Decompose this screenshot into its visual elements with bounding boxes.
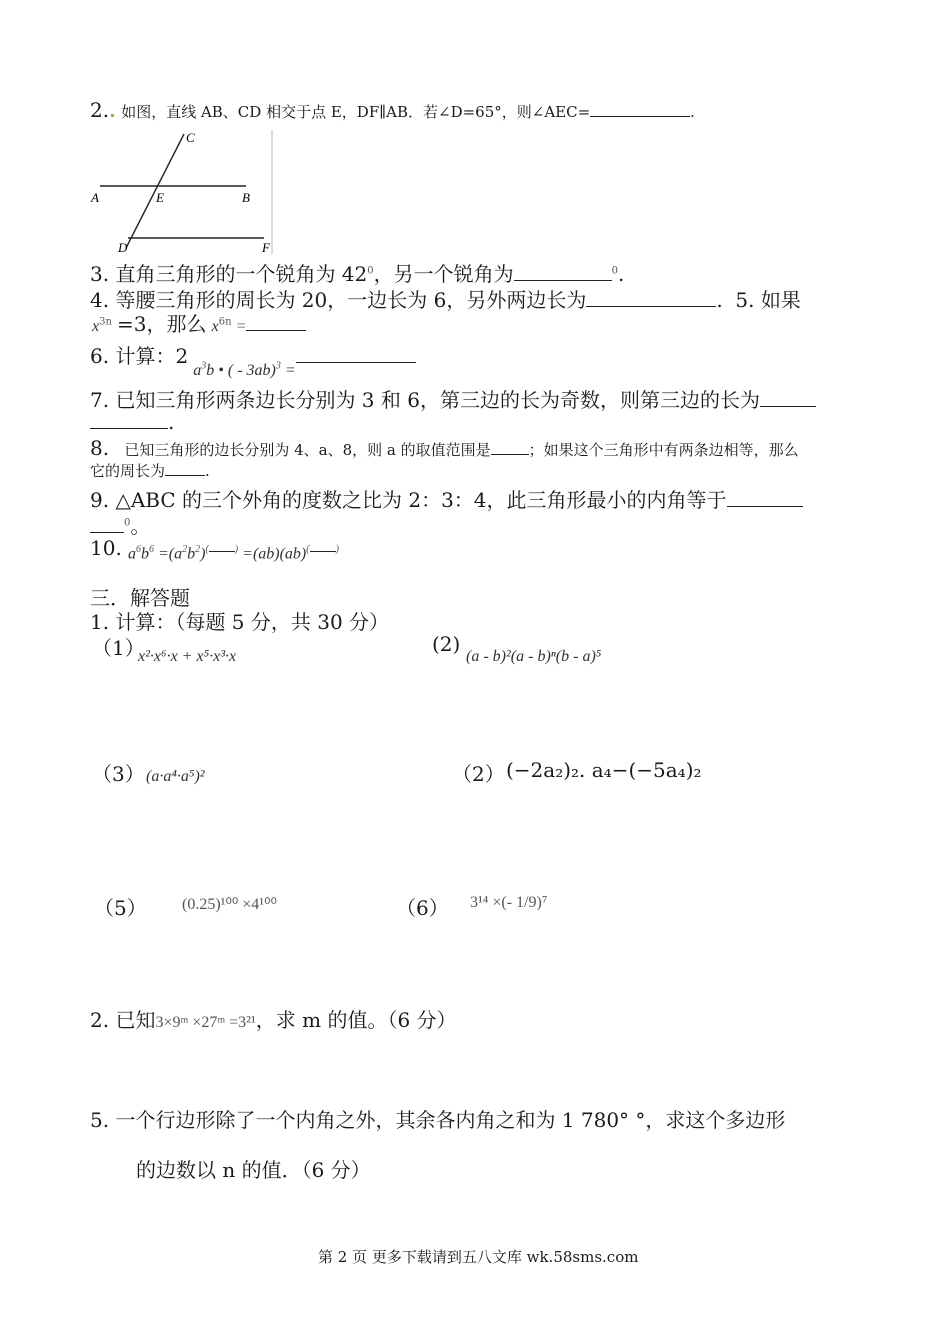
answer-blank[interactable] <box>296 336 416 363</box>
label-c: C <box>186 130 195 145</box>
answer-blank[interactable] <box>246 318 306 331</box>
question-9: 9. △ABC 的三个外角的度数之比为 2：3：4，此三角形最小的内角等于 <box>90 484 803 513</box>
question-3: 3. 直角三角形的一个锐角为 $42^0$，另一个锐角为 $^0$. <box>90 262 625 286</box>
problem-6-expr: 3¹⁴ ×(- 1/9)⁷ <box>470 894 548 911</box>
problem-5-label: （5） <box>94 896 147 920</box>
problem-1-expr: x²·x⁶·x + x⁵·x³·x <box>138 648 237 665</box>
problem-3-expr: (a·a⁴·a⁵)² <box>146 768 205 785</box>
calc-title: 1. 计算：（每题 5 分，共 30 分） <box>90 610 390 634</box>
answer-blank[interactable] <box>514 262 612 281</box>
answer-blank[interactable] <box>760 388 816 407</box>
question-10: 10. <box>90 536 122 560</box>
answer-blank[interactable] <box>165 461 205 476</box>
label-a: A <box>91 190 99 205</box>
question-7: 7. 已知三角形两条边长分别为 3 和 6，第三边的长为奇数，则第三边的长为 <box>90 384 816 413</box>
problem-1-label: （1） <box>92 636 145 660</box>
label-e: E <box>156 190 164 205</box>
problem-3-label: （3） <box>92 762 145 786</box>
answer-blank[interactable] <box>310 545 336 552</box>
answer-blank[interactable] <box>209 545 235 552</box>
question-2: 2. 如图，直线 AB、CD 相交于点 E，DF∥AB．若∠D=65°，则∠AEC= . <box>90 98 695 122</box>
answer-blank[interactable] <box>90 410 168 429</box>
question-2b: 2. 已知3×9ᵐ ×27ᵐ =3²¹，求 m 的值。（6 分） <box>90 1008 457 1032</box>
problem-4-expr: (−2a₂)₂. a₄−(−5a₄)₂ <box>506 758 702 782</box>
problem-4-label: （2） <box>452 762 505 786</box>
problem-2-label: (2) <box>432 632 461 656</box>
answer-blank[interactable] <box>90 514 124 533</box>
problem-5-expr: (0.25)¹⁰⁰ ×4¹⁰⁰ <box>182 896 277 913</box>
problem-2-expr: (a - b)²(a - b)ⁿ(b - a)⁵ <box>466 648 602 665</box>
geometry-figure <box>88 128 278 256</box>
question-4: 4. 等腰三角形的周长为 20，一边长为 6，另外两边长为 . 5. 如果 <box>90 288 801 312</box>
answer-blank[interactable] <box>727 488 803 507</box>
problem-6-label: （6） <box>396 896 449 920</box>
question-8: 8. 已知三角形的边长分别为 4、a、8，则 a 的取值范围是 ；如果这个三角形中有两条边相等，那么 <box>90 436 799 460</box>
question-6: 6. 计算：2 $a^3b$ • ( - 3ab)$^3$ = <box>90 336 416 369</box>
question-5: $x^{3n} =3$，那么 $x^{6n}$ = <box>92 308 306 337</box>
answer-blank[interactable] <box>590 98 690 117</box>
page-footer: 第 2 页 更多下载请到五八文库 wk.58sms.com <box>318 1248 639 1266</box>
answer-blank[interactable] <box>491 440 529 455</box>
section-title: 三．解答题 <box>90 586 190 610</box>
label-b: B <box>242 190 250 205</box>
question-5b: 5. 一个行边形除了一个内角之外，其余各内角之和为 1 780° °，求这个多边形 <box>90 1108 786 1132</box>
answer-blank[interactable] <box>586 288 716 307</box>
label-f: F <box>262 240 270 255</box>
question-5b-line2: 的边数以 n 的值．（6 分） <box>136 1158 371 1182</box>
label-d: D <box>118 240 128 255</box>
